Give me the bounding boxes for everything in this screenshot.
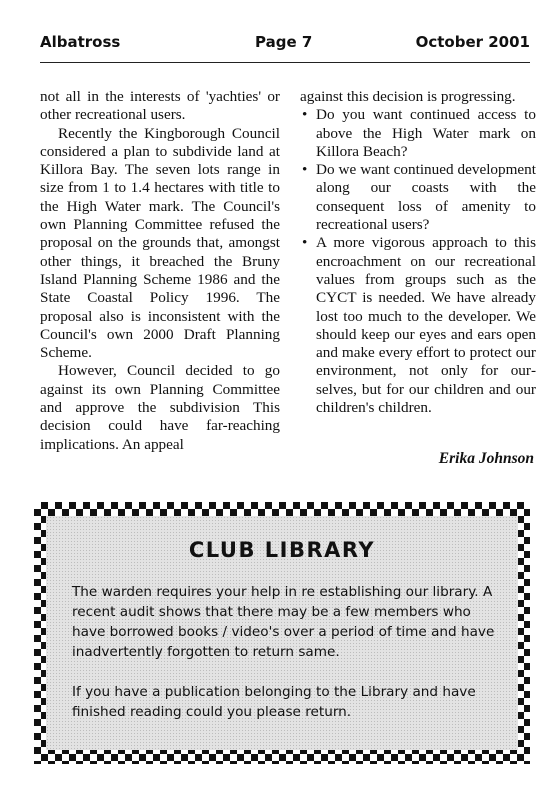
club-library-box [34, 502, 530, 764]
article-paragraph: Recently the Kingborough Council considered a plan to subdivide land at Killora Bay. The seven lots range in size from 1 to 1.4 hectares with title to the High Water mark. The Council's own Planning Committee refused the proposal on the grounds that, amongst other things, it breached the Bruny Island Planning Scheme 1986 and the State Coastal Policy 1996. The proposal also is inconsistent with the Council's own 2000 Draft Planning Scheme. [40, 124, 280, 362]
library-paragraph: The warden requires your help in re establishing our library. A recent audit shows that there may be a few members who have borrowed books / video's over a period of time and have inadvertently forgotten to return same. [72, 584, 495, 660]
article-paragraph: However, Council decided to go against its own Planning Committee and approve the subdivision This decision could have far-reaching implications. An appeal [40, 362, 280, 453]
article-left-column [40, 88, 280, 454]
header-rule [40, 62, 530, 63]
author-signature: Erika Johnson [438, 450, 534, 467]
newsletter-name: Albatross [40, 33, 121, 51]
list-item: • Do you want continued access to above the High Water mark on Killora Beach? [300, 106, 536, 161]
library-paragraph: If you have a publication belonging to the Library and have finished reading could you please return. [72, 684, 476, 720]
list-item: • Do we want continued development along our coasts with the consequent loss of amenity to recreational users? [300, 161, 536, 234]
issue-date: October 2001 [415, 33, 530, 51]
article-paragraph: against this decision is progressing. [300, 88, 516, 105]
library-panel [46, 516, 518, 750]
question-list [300, 106, 536, 417]
article-right-column [300, 88, 536, 417]
page-number: Page 7 [255, 33, 313, 51]
list-item: • A more vigorous approach to this encroachment on our recreational values from groups such as the CYCT is needed. We have already lost too much to the developer. We should keep our eyes and ears open and make every effort to protect our environment, not only for ourselves, but for our children and our children's children. [300, 234, 536, 417]
page-header [40, 30, 530, 60]
article-paragraph: not all in the interests of 'yachties' or other recreational users. [40, 88, 280, 124]
library-title: CLUB LIBRARY [188, 538, 376, 562]
